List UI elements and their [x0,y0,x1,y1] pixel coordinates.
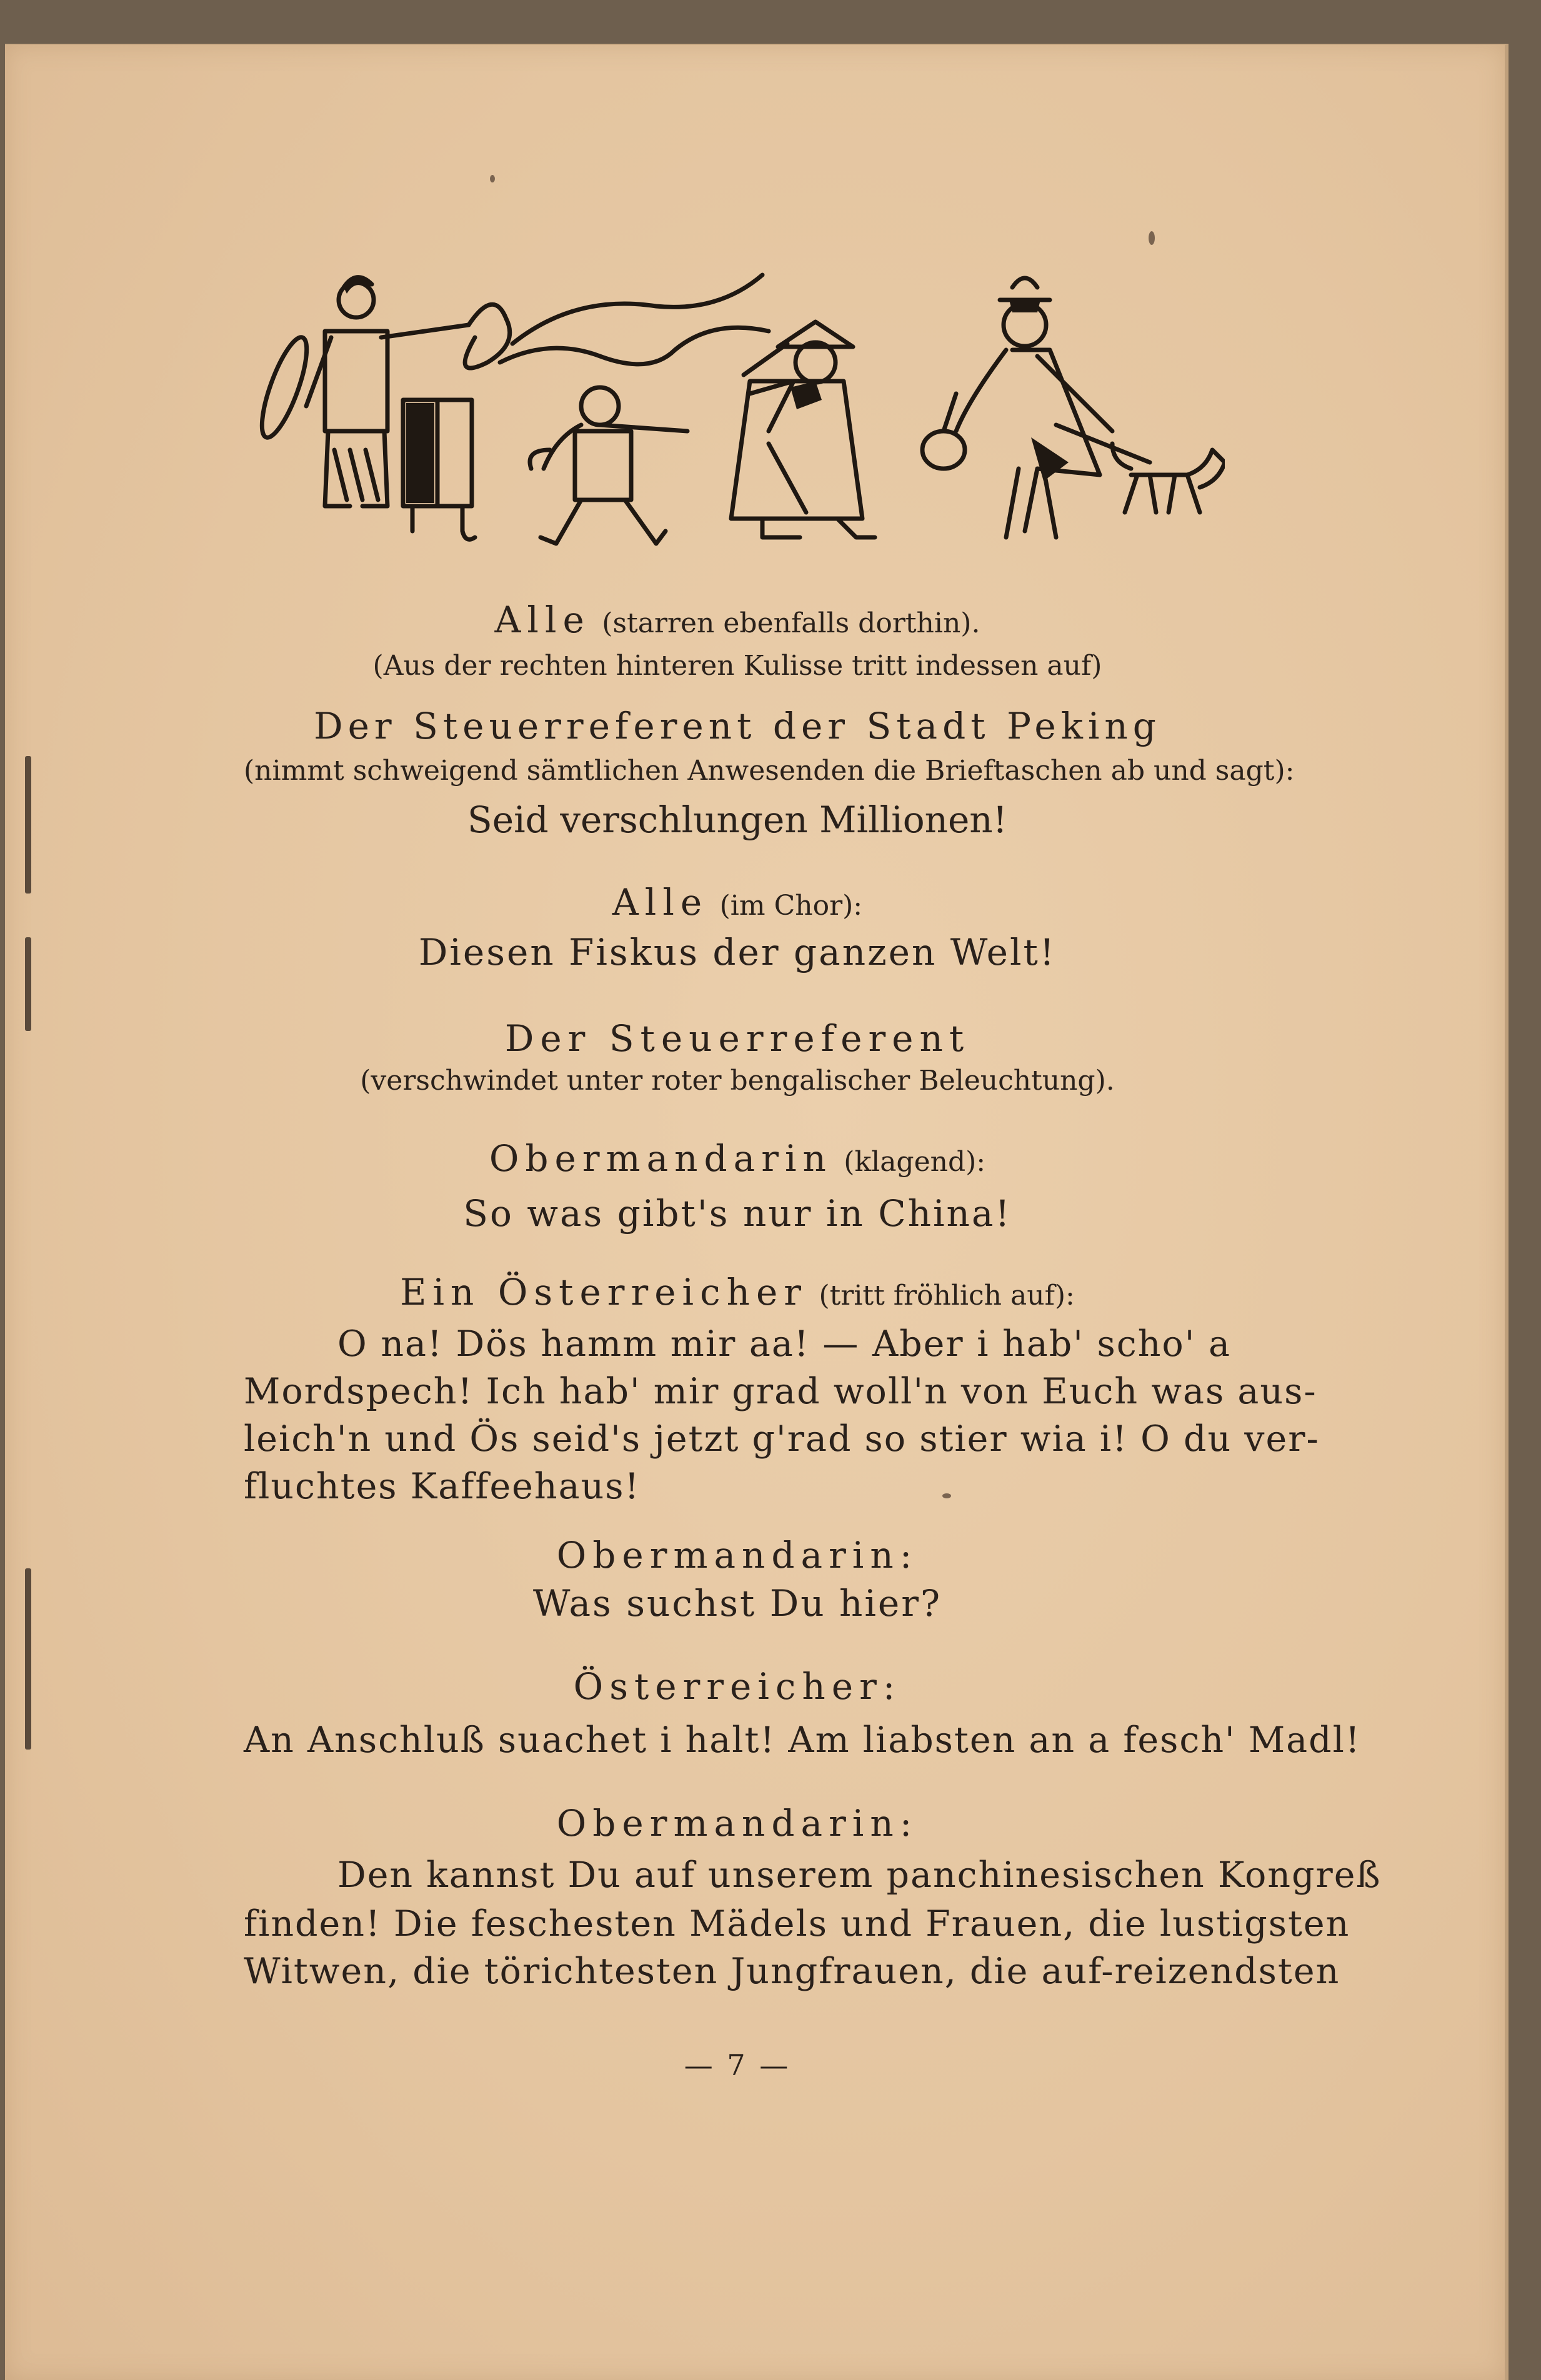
dialogue-line: O na! Dös hamm mir aa! — Aber i hab' scho' a [337,1323,1231,1365]
speaker-obermandarin: Obermandarin [489,1137,832,1180]
line-obermandarin-klagend [244,1137,1231,1180]
stage-direction-line: (nimmt schweigend sämtlichen Anwesenden die Brieftaschen ab und sagt): [244,755,1295,787]
line-alle-starren [244,599,1231,641]
speaker-ein-oesterreicher: Ein Österreicher [400,1271,807,1313]
binding-staple-top [25,756,31,894]
speaker-oesterreicher: Österreicher: [573,1665,902,1708]
speaker-steuerreferent: Der Steuerreferent [504,1017,970,1060]
line-oesterreicher-auftritt [244,1271,1231,1313]
paper-speck [1149,231,1155,245]
dialogue-line: Was suchst Du hier? [532,1582,942,1625]
chinese-figures-illustration-icon [250,262,1225,550]
binding-staple-bottom [25,1650,31,1750]
dialogue-line: Seid verschlungen Millionen! [467,799,1007,841]
speaker-alle: Alle [494,599,591,641]
speaker-obermandarin: Obermandarin: [556,1802,919,1845]
speaker-steuerreferent-peking: Der Steuerreferent der Stadt Peking [314,705,1161,747]
dialogue-line: finden! Die feschesten Mädels und Frauen, die lustigsten [244,1903,1350,1944]
paper-speck [490,175,495,182]
speaker-alle: Alle [612,881,709,924]
stage-direction: (starren ebenfalls dorthin). [602,607,980,639]
stage-direction: (klagend): [844,1146,986,1178]
stage-direction: (tritt fröhlich auf): [819,1280,1075,1312]
dialogue-line: leich'n und Ös seid's jetzt g'rad so stier wia i! O du ver- [244,1418,1320,1460]
dialogue-line: Den kannst Du auf unserem panchinesischen Kongreß [337,1855,1382,1896]
stage-direction-line: (Aus der rechten hinteren Kulisse tritt indessen auf) [372,650,1102,682]
stage-direction: (im Chor): [719,890,863,922]
stage-direction-line: (verschwindet unter roter bengalischer Beleuchtung). [360,1065,1115,1097]
dialogue-line: Mordspech! Ich hab' mir grad woll'n von Euch was aus- [244,1371,1317,1412]
dialogue-line: Witwen, die törichtesten Jungfrauen, die auf-reizendsten [244,1951,1340,1992]
speaker-obermandarin: Obermandarin: [556,1534,919,1576]
binding-staple-middle [25,937,31,1031]
dialogue-line: fluchtes Kaffeehaus! [244,1466,641,1507]
dialogue-line: Diesen Fiskus der ganzen Welt! [418,931,1057,973]
line-alle-chor [244,881,1231,924]
page-number: — 7 — [684,2048,791,2082]
dialogue-line: An Anschluß suachet i halt! Am liabsten an a fesch' Madl! [244,1720,1361,1761]
dialogue-line: So was gibt's nur in China! [463,1192,1012,1235]
